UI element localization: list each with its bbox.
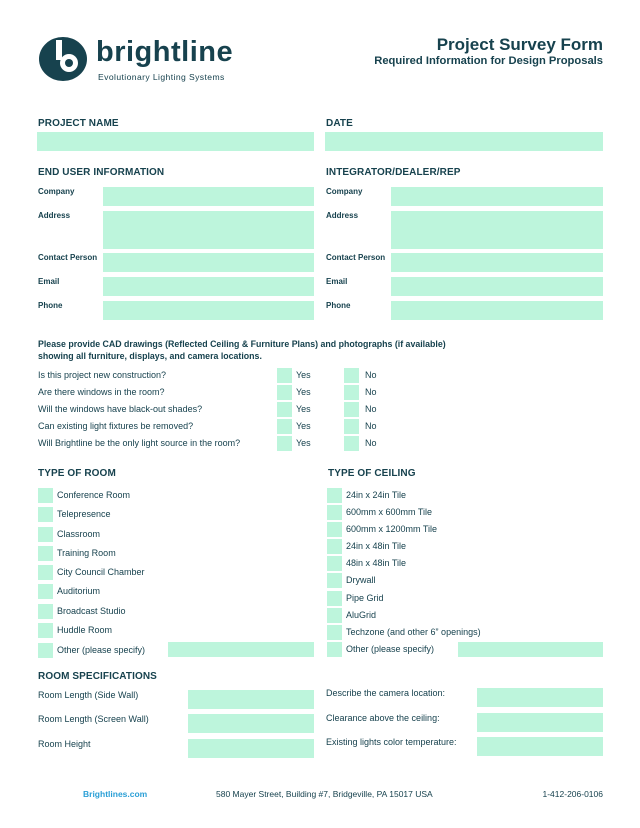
ceiling-600x1200-label: 600mm x 1200mm Tile bbox=[346, 524, 438, 534]
room-broadcast-label: Broadcast Studio bbox=[57, 606, 126, 616]
ceiling-600x1200-checkbox[interactable] bbox=[327, 522, 342, 537]
blackout-shades-yes-checkbox[interactable] bbox=[277, 402, 292, 417]
ceiling-other-label: Other (please specify) bbox=[346, 644, 435, 654]
only-light-source-yes-checkbox[interactable] bbox=[277, 436, 292, 451]
integrator-contact-label: Contact Person bbox=[326, 253, 386, 262]
windows-yes-checkbox[interactable] bbox=[277, 385, 292, 400]
room-specs-heading: ROOM SPECIFICATIONS bbox=[38, 671, 157, 682]
integrator-heading: INTEGRATOR/DEALER/REP bbox=[326, 167, 461, 178]
end-user-phone-field[interactable] bbox=[103, 301, 314, 320]
ceiling-other-checkbox[interactable] bbox=[327, 642, 342, 657]
blackout-shades-no-checkbox[interactable] bbox=[344, 402, 359, 417]
instructions-line-2: showing all furniture, displays, and camera locations. bbox=[38, 351, 262, 361]
color-temperature-field[interactable] bbox=[477, 737, 603, 756]
brand-name: brightline bbox=[96, 36, 234, 68]
form-subtitle: Required Information for Design Proposals bbox=[374, 55, 603, 67]
ceiling-techzone-label: Techzone (and other 6” openings) bbox=[346, 627, 481, 637]
question-blackout-shades: Will the windows have black-out shades? bbox=[38, 404, 203, 414]
integrator-address-label: Address bbox=[326, 211, 359, 220]
end-user-address-label: Address bbox=[38, 211, 71, 220]
room-training-checkbox[interactable] bbox=[38, 546, 53, 561]
question-windows: Are there windows in the room? bbox=[38, 387, 165, 397]
room-training-label: Training Room bbox=[57, 548, 116, 558]
room-telepresence-label: Telepresence bbox=[57, 509, 111, 519]
room-other-label: Other (please specify) bbox=[57, 645, 146, 655]
integrator-address-field[interactable] bbox=[391, 211, 603, 249]
remove-fixtures-no-checkbox[interactable] bbox=[344, 419, 359, 434]
end-user-heading: END USER INFORMATION bbox=[38, 167, 165, 178]
room-conference-checkbox[interactable] bbox=[38, 488, 53, 503]
ceiling-clearance-field[interactable] bbox=[477, 713, 603, 732]
room-length-screen-label: Room Length (Screen Wall) bbox=[38, 714, 149, 724]
end-user-company-label: Company bbox=[38, 187, 75, 196]
ceiling-alugrid-label: AluGrid bbox=[346, 610, 377, 620]
room-telepresence-checkbox[interactable] bbox=[38, 507, 53, 522]
question-only-light-source: Will Brightline be the only light source in the room? bbox=[38, 438, 241, 448]
ceiling-48x48-checkbox[interactable] bbox=[327, 556, 342, 571]
integrator-email-label: Email bbox=[326, 277, 348, 286]
color-temperature-label: Existing lights color temperature: bbox=[326, 737, 457, 747]
project-name-field[interactable] bbox=[37, 132, 314, 151]
integrator-phone-label: Phone bbox=[326, 301, 351, 310]
room-height-field[interactable] bbox=[188, 739, 314, 758]
end-user-email-label: Email bbox=[38, 277, 60, 286]
room-length-screen-field[interactable] bbox=[188, 714, 314, 733]
room-length-side-field[interactable] bbox=[188, 690, 314, 709]
form-title: Project Survey Form bbox=[436, 35, 603, 54]
yes-label: Yes bbox=[296, 404, 311, 414]
camera-location-label: Describe the camera location: bbox=[326, 688, 446, 698]
ceiling-clearance-label: Clearance above the ceiling: bbox=[326, 713, 440, 723]
ceiling-other-field[interactable] bbox=[458, 642, 603, 657]
integrator-contact-field[interactable] bbox=[391, 253, 603, 272]
yes-label: Yes bbox=[296, 421, 311, 431]
ceiling-48x48-label: 48in x 48in Tile bbox=[346, 558, 407, 568]
project-name-label: PROJECT NAME bbox=[38, 118, 119, 129]
footer-address: 580 Mayer Street, Building #7, Bridgeville, PA 15017 USA bbox=[216, 789, 433, 799]
room-city-council-checkbox[interactable] bbox=[38, 565, 53, 580]
camera-location-field[interactable] bbox=[477, 688, 603, 707]
integrator-company-field[interactable] bbox=[391, 187, 603, 206]
instructions bbox=[38, 338, 446, 362]
ceiling-pipe-grid-checkbox[interactable] bbox=[327, 591, 342, 606]
room-huddle-label: Huddle Room bbox=[57, 625, 113, 635]
room-other-checkbox[interactable] bbox=[38, 643, 53, 658]
end-user-company-field[interactable] bbox=[103, 187, 314, 206]
room-broadcast-checkbox[interactable] bbox=[38, 604, 53, 619]
room-huddle-checkbox[interactable] bbox=[38, 623, 53, 638]
question-new-construction: Is this project new construction? bbox=[38, 370, 167, 380]
integrator-phone-field[interactable] bbox=[391, 301, 603, 320]
room-length-side-label: Room Length (Side Wall) bbox=[38, 690, 139, 700]
footer-phone: 1-412-206-0106 bbox=[542, 789, 603, 799]
ceiling-type-heading: TYPE OF CEILING bbox=[328, 468, 416, 479]
end-user-contact-field[interactable] bbox=[103, 253, 314, 272]
no-label: No bbox=[365, 387, 377, 397]
ceiling-alugrid-checkbox[interactable] bbox=[327, 608, 342, 623]
ceiling-600x600-checkbox[interactable] bbox=[327, 505, 342, 520]
no-label: No bbox=[365, 370, 377, 380]
remove-fixtures-yes-checkbox[interactable] bbox=[277, 419, 292, 434]
room-other-field[interactable] bbox=[168, 642, 314, 657]
no-label: No bbox=[365, 438, 377, 448]
ceiling-24x48-checkbox[interactable] bbox=[327, 539, 342, 554]
end-user-address-field[interactable] bbox=[103, 211, 314, 249]
end-user-contact-label: Contact Person bbox=[38, 253, 98, 262]
ceiling-pipe-grid-label: Pipe Grid bbox=[346, 593, 384, 603]
room-conference-label: Conference Room bbox=[57, 490, 131, 500]
ceiling-drywall-label: Drywall bbox=[346, 575, 376, 585]
integrator-email-field[interactable] bbox=[391, 277, 603, 296]
ceiling-24x48-label: 24in x 48in Tile bbox=[346, 541, 407, 551]
end-user-phone-label: Phone bbox=[38, 301, 63, 310]
windows-no-checkbox[interactable] bbox=[344, 385, 359, 400]
footer-website-link[interactable]: Brightlines.com bbox=[83, 789, 148, 799]
new-construction-yes-checkbox[interactable] bbox=[277, 368, 292, 383]
room-city-council-label: City Council Chamber bbox=[57, 567, 145, 577]
integrator-company-label: Company bbox=[326, 187, 363, 196]
ceiling-drywall-checkbox[interactable] bbox=[327, 573, 342, 588]
ceiling-24x24-label: 24in x 24in Tile bbox=[346, 490, 407, 500]
brightline-logo-icon bbox=[38, 36, 88, 82]
room-height-label: Room Height bbox=[38, 739, 91, 749]
room-type-heading: TYPE OF ROOM bbox=[38, 468, 116, 479]
yes-label: Yes bbox=[296, 387, 311, 397]
new-construction-no-checkbox[interactable] bbox=[344, 368, 359, 383]
room-auditorium-label: Auditorium bbox=[57, 586, 101, 596]
only-light-source-no-checkbox[interactable] bbox=[344, 436, 359, 451]
ceiling-techzone-checkbox[interactable] bbox=[327, 625, 342, 640]
room-classroom-checkbox[interactable] bbox=[38, 527, 53, 542]
no-label: No bbox=[365, 421, 377, 431]
ceiling-24x24-checkbox[interactable] bbox=[327, 488, 342, 503]
date-label: DATE bbox=[326, 118, 353, 129]
date-field[interactable] bbox=[325, 132, 603, 151]
ceiling-600x600-label: 600mm x 600mm Tile bbox=[346, 507, 433, 517]
end-user-email-field[interactable] bbox=[103, 277, 314, 296]
yes-label: Yes bbox=[296, 370, 311, 380]
room-auditorium-checkbox[interactable] bbox=[38, 584, 53, 599]
question-remove-fixtures: Can existing light fixtures be removed? bbox=[38, 421, 194, 431]
room-classroom-label: Classroom bbox=[57, 529, 101, 539]
no-label: No bbox=[365, 404, 377, 414]
yes-label: Yes bbox=[296, 438, 311, 448]
instructions-line-1: Please provide CAD drawings (Reflected Ceiling & Furniture Plans) and photographs (if available) bbox=[38, 339, 446, 349]
brand-tagline: Evolutionary Lighting Systems bbox=[98, 72, 225, 82]
